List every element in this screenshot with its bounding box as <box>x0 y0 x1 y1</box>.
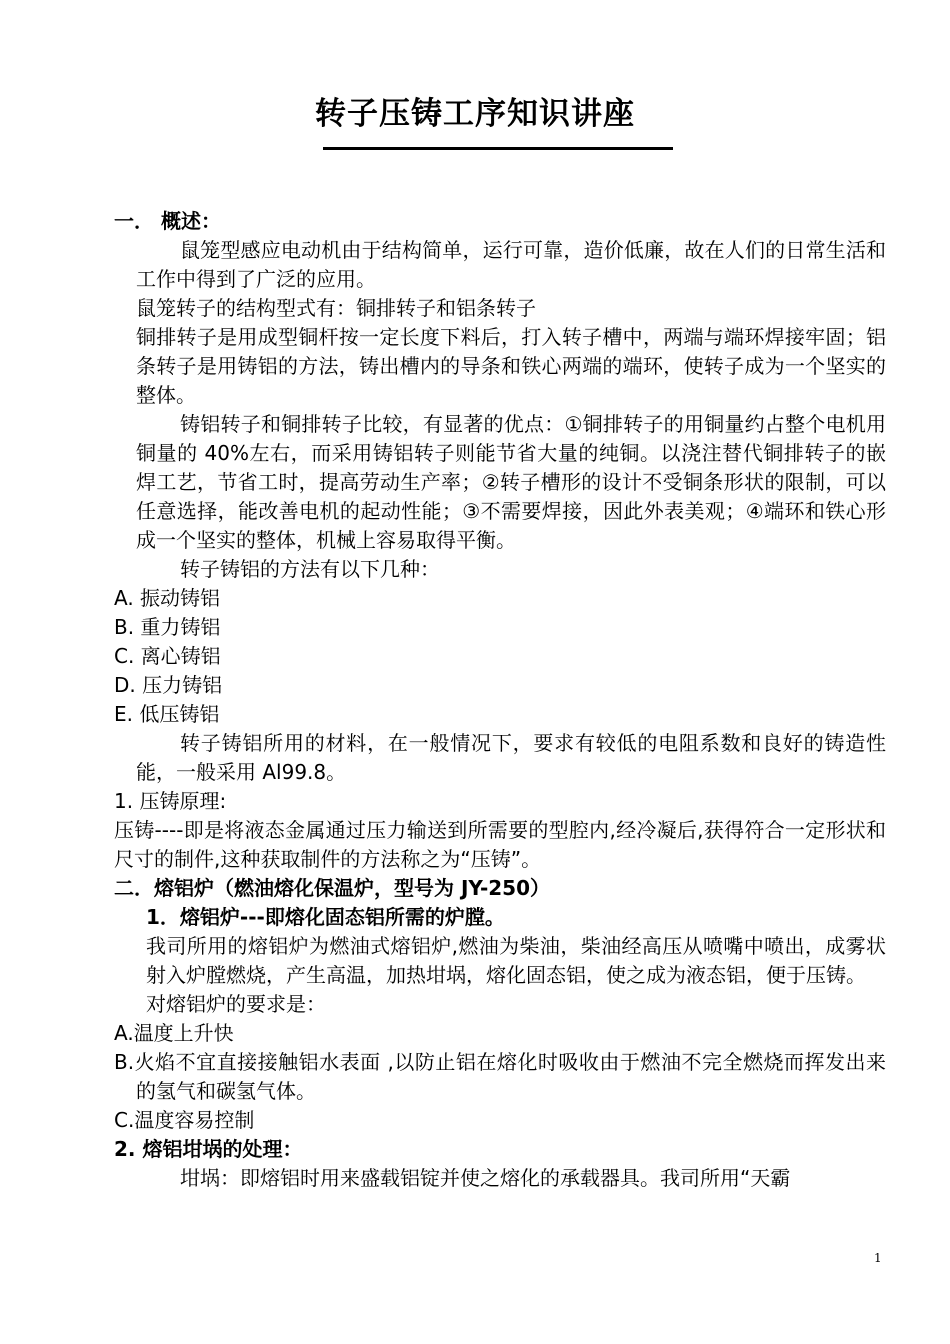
document-body <box>114 207 886 1193</box>
paragraph: 对熔铝炉的要求是： <box>146 992 326 1016</box>
paragraph: 铜排转子是用成型铜杆按一定长度下料后，打入转子槽中，两端与端环焊接牢固；铝条转子是用铸铝的方法，铸出槽内的导条和铁心两端的端环，使转子成为一个坚实的整体。 <box>136 325 886 407</box>
title-underline <box>323 147 673 150</box>
list-item: A. 振动铸铝 <box>114 586 221 610</box>
section-heading-furnace: 二．熔铝炉（燃油熔化保温炉，型号为 JY-250） <box>114 876 550 900</box>
paragraph: 鼠笼转子的结构型式有：铜排转子和铝条转子 <box>136 296 536 320</box>
list-item: D. 压力铸铝 <box>114 673 223 697</box>
subsection-heading: 1．熔铝炉---即熔化固态铝所需的炉膛。 <box>146 905 505 929</box>
list-item: C.温度容易控制 <box>114 1108 255 1132</box>
page-number: 1 <box>874 1251 882 1265</box>
paragraph: 鼠笼型感应电动机由于结构简单，运行可靠，造价低廉，故在人们的日常生活和工作中得到了广泛的应用。 <box>136 238 886 291</box>
paragraph: 转子铸铝的方法有以下几种： <box>180 557 440 581</box>
paragraph: 我司所用的熔铝炉为燃油式熔铝炉,燃油为柴油，柴油经高压从喷嘴中喷出，成雾状射入炉膛燃烧，产生高温，加热坩埚，熔化固态铝，使之成为液态铝，便于压铸。 <box>146 934 886 987</box>
list-item: B.火焰不宜直接接触铝水表面 ,以防止铝在熔化时吸收由于燃油不完全燃烧而挥发出来的氢气和碳氢气体。 <box>114 1050 886 1103</box>
paragraph: 坩埚：即熔铝时用来盛载铝锭并使之熔化的承载器具。我司所用“天霸 <box>180 1166 791 1190</box>
section-heading-overview: 一． 概述： <box>114 209 221 233</box>
subsection-heading: 1. 压铸原理: <box>114 789 227 813</box>
list-item: C. 离心铸铝 <box>114 644 221 668</box>
paragraph: 压铸----即是将液态金属通过压力输送到所需要的型腔内,经冷凝后,获得符合一定形状和尺寸的制件,这种获取制件的方法称之为“压铸”。 <box>114 818 886 871</box>
list-item: E. 低压铸铝 <box>114 702 220 726</box>
list-item: B. 重力铸铝 <box>114 615 221 639</box>
subsection-heading: 2. 熔铝坩埚的处理： <box>114 1137 303 1161</box>
paragraph: 转子铸铝所用的材料，在一般情况下，要求有较低的电阻系数和良好的铸造性能，一般采用 Al99.8。 <box>136 731 886 784</box>
list-item: A.温度上升快 <box>114 1021 234 1045</box>
document-title: 转子压铸工序知识讲座 <box>315 96 635 132</box>
paragraph: 铸铝转子和铜排转子比较，有显著的优点：①铜排转子的用铜量约占整个电机用铜量的 40%左右，而采用铸铝转子则能节省大量的纯铜。以浇注替代铜排转子的嵌焊工艺，节省工时，提高劳动生产率；②转子槽形的设计不受铜条形状的限制，可以任意选择，能改善电机的起动性能；③不需要焊接，因此外表美观；④端环和铁心形成一个坚实的整体，机械上容易取得平衡。 <box>136 412 886 552</box>
